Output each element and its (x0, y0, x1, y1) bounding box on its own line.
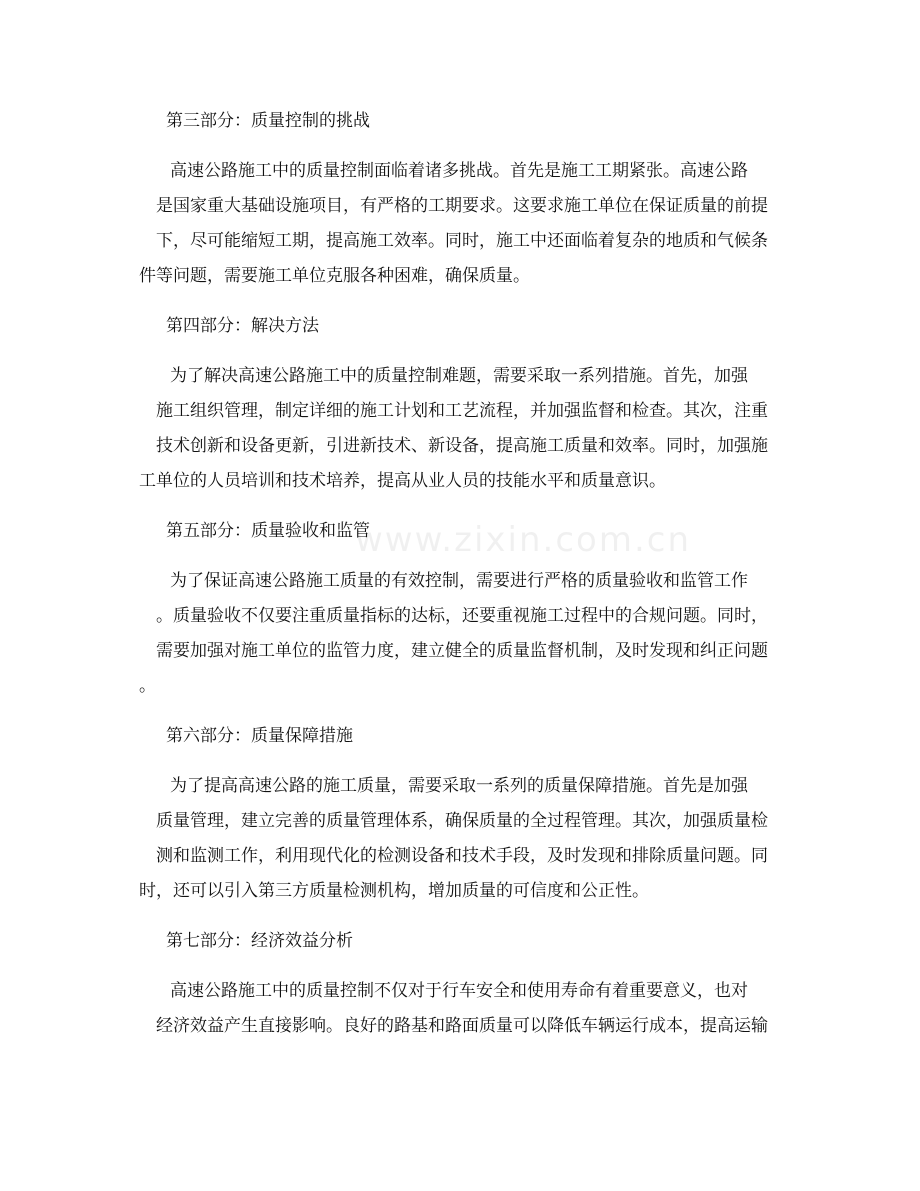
section-heading: 第五部分：质量验收和监管 (166, 521, 370, 541)
section-heading: 第四部分：解决方法 (166, 316, 319, 336)
paragraph-line: 为了解决高速公路施工中的质量控制难题，需要采取一系列措施。首先，加强 (170, 366, 748, 386)
paragraph-line: 为了提高高速公路的施工质量，需要采取一系列的质量保障措施。首先是加强 (170, 776, 748, 796)
paragraph-line: 经济效益产生直接影响。良好的路基和路面质量可以降低车辆运行成本，提高运输 (156, 1016, 768, 1036)
paragraph-line: 件等问题，需要施工单位克服各种困难，确保质量。 (139, 266, 530, 286)
paragraph-line: 为了保证高速公路施工质量的有效控制，需要进行严格的质量验收和监管工作 (170, 571, 748, 591)
paragraph-line: 施工组织管理，制定详细的施工计划和工艺流程，并加强监督和检查。其次，注重 (156, 401, 768, 421)
section-heading: 第六部分：质量保障措施 (166, 726, 353, 746)
paragraph-line: 技术创新和设备更新，引进新技术、新设备，提高施工质量和效率。同时，加强施 (156, 436, 768, 456)
paragraph-line: 测和监测工作，利用现代化的检测设备和技术手段，及时发现和排除质量问题。同 (156, 846, 768, 866)
section-heading: 第七部分：经济效益分析 (166, 931, 353, 951)
paragraph-line: 是国家重大基础设施项目，有严格的工期要求。这要求施工单位在保证质量的前提 (156, 196, 768, 216)
paragraph-line: 需要加强对施工单位的监管力度，建立健全的质量监督机制，及时发现和纠正问题 (156, 641, 768, 661)
paragraph-line: 高速公路施工中的质量控制面临着诸多挑战。首先是施工工期紧张。高速公路 (170, 161, 748, 181)
paragraph-line: 。 (139, 676, 156, 696)
paragraph-line: 下，尽可能缩短工期，提高施工效率。同时，施工中还面临着复杂的地质和气候条 (156, 231, 768, 251)
paragraph-line: 工单位的人员培训和技术培养，提高从业人员的技能水平和质量意识。 (139, 471, 666, 491)
paragraph-line: 高速公路施工中的质量控制不仅对于行车安全和使用寿命有着重要意义，也对 (170, 981, 748, 1001)
watermark: www.zixin.com.cn (355, 520, 691, 560)
section-heading: 第三部分：质量控制的挑战 (166, 111, 370, 131)
paragraph-line: 。质量验收不仅要注重质量指标的达标，还要重视施工过程中的合规问题。同时， (156, 606, 768, 626)
paragraph-line: 质量管理，建立完善的质量管理体系，确保质量的全过程管理。其次，加强质量检 (156, 811, 768, 831)
paragraph-line: 时，还可以引入第三方质量检测机构，增加质量的可信度和公正性。 (139, 881, 649, 901)
